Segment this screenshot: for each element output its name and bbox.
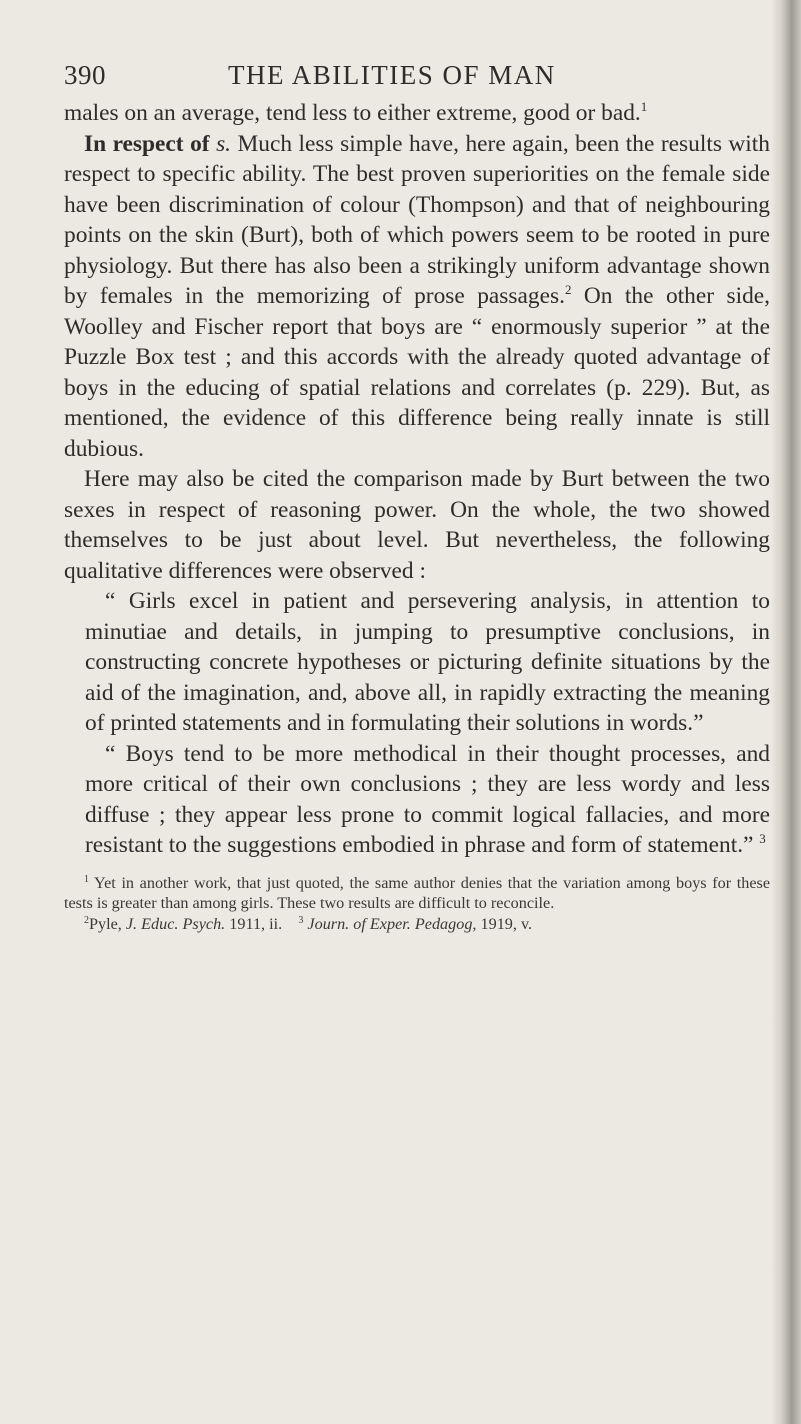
footnote-1-text: Yet in another work, that just quoted, the same author denies that the variation among boys for these tests is greater than among girls. These two results are difficult to reconcile. <box>64 873 770 912</box>
paragraph-2-lead: In respect of <box>84 130 210 157</box>
footnote-1-number: 1 <box>84 873 89 885</box>
book-page <box>64 58 770 934</box>
paragraph-1 <box>64 98 770 129</box>
paragraph-3: Here may also be cited the comparison made by Burt between the two sexes in respect of reasoning power. On the whole, the two showed themselves to be just about level. But nevertheless, the following qualitative differences were observed : <box>64 466 770 584</box>
footnote-2-journal: J. Educ. Psych. <box>125 914 226 933</box>
footnote-2-issue: 1911, ii. <box>229 914 283 933</box>
block-quote <box>64 586 770 861</box>
footnotes <box>64 873 770 935</box>
quote-boys-text: “ Boys tend to be more methodical in their thought processes, and more critical of their own conclusions ; they are less wordy and less diffuse ; they appear less prone to commit logical fallacies, and more resistant to the suggestions embodied in phrase and form of statement.” <box>85 740 770 858</box>
footnote-2-3 <box>64 914 770 935</box>
footnote-3-journal: Journ. of Exper. Pedagog, <box>307 914 477 933</box>
quote-girls: “ Girls excel in patient and persevering analysis, in attention to minutiae and details, in jumping to presumptive conclusions, in constructing concrete hypotheses or picturing definite situations by the aid of the imagination, and, above all, in rapidly extracting the meaning of printed statements and in formulating their solutions in words.” <box>85 588 770 736</box>
paragraph-2-text-a: Much less simple have, here again, been the results with respect to specific ability. The best proven superiorities on the female side have been discrimination of colour (Thompson) and that of neighbouring points on the skin (Burt), both of which powers seem to be rooted in pure physiology. But there has also been a strikingly uniform advantage shown by females in the memorizing of prose passages. <box>64 130 771 309</box>
footnote-3-issue: 1919, v. <box>480 914 533 933</box>
paragraph-1-text: males on an average, tend less to either extreme, good or bad. <box>64 100 641 126</box>
footnote-2-number: 2 <box>84 914 89 926</box>
footnote-ref-2: 2 <box>564 282 572 297</box>
page-edge-shadow <box>771 0 801 1424</box>
footnote-ref-1: 1 <box>640 99 648 114</box>
paragraph-2 <box>64 129 770 465</box>
footnote-1 <box>64 873 770 914</box>
footnote-ref-3: 3 <box>759 831 766 846</box>
footnote-3-number: 3 <box>298 914 304 926</box>
main-text <box>64 98 770 861</box>
paragraph-2-symbol: s. <box>216 130 232 157</box>
quote-boys <box>85 739 770 861</box>
page-header <box>64 58 770 98</box>
footnote-2-author: Pyle, <box>89 914 122 933</box>
running-head: THE ABILITIES OF MAN <box>228 60 556 90</box>
paragraph-2-text-b: On the other side, Woolley and Fischer report that boys are “ enormously superior ” at the Puzzle Box test ; and this accords with the already quoted advantage of boys in the educing of spatial relations and correlates (p. 229). But, as mentioned, the evidence of this difference being really innate is still dubious. <box>64 283 770 462</box>
page-number: 390 <box>64 60 106 90</box>
